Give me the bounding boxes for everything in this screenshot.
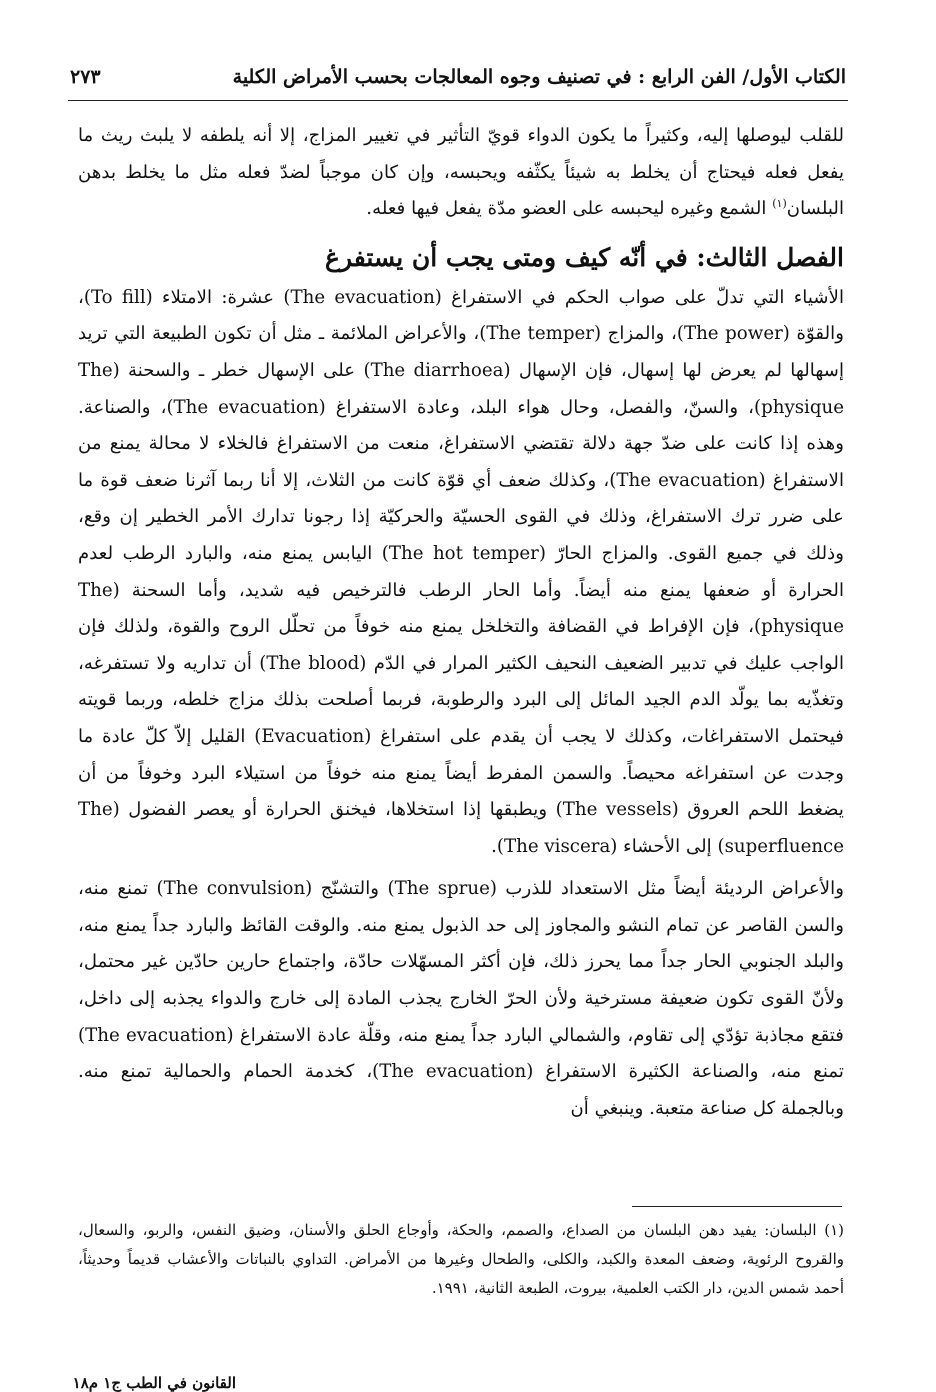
- footnote-divider: [632, 1206, 842, 1207]
- running-header-title: الكتاب الأول/ الفن الرابع : في تصنيف وجوه المعالجات بحسب الأمراض الكلية: [232, 66, 846, 88]
- page-number: ٢٧٣: [70, 66, 101, 88]
- footnote: (١) البلسان: يفيد دهن البلسان من الصداع، والصمم، والحكة، وأوجاع الحلق والأسنان، وضيق النفس، والربو، والسعال، والقروح الرئوية، وضعف المعدة والكبد، والكلى، والطحال وغيرها من الأمراض. التداوي بالنباتات والأعشاب قديماً وحديثاً، أحمد شمس الدين، دار الكتب العلمية، بيروت، الطبعة الثانية، ١٩٩١.: [78, 1221, 844, 1297]
- running-header: [70, 60, 846, 94]
- footnote-reference: (١): [772, 197, 787, 211]
- page-footer: القانون في الطب ج١ م١٨: [72, 1374, 236, 1392]
- section-heading: الفصل الثالث: في أنّه كيف ومتى يجب أن يستفرغ: [325, 242, 844, 272]
- main-text: [78, 118, 844, 1127]
- paragraph-evacuation-indications: الأشياء التي تدلّ على صواب الحكم في الاستفراغ (The evacuation) عشرة: الامتلاء (To fill)، والقوّة (The power)، والمزاج (The temper)، والأعراض الملائمة ـ مثل أن تكون الطبيعة التي تريد إسهالها لم يعرض لها إسهال، فإن الإسهال (The diarrhoea) على الإسهال خطر ـ والسحنة (The physique)، والسنّ، والفصل، وحال هواء البلد، وعادة الاستفراغ (The evacuation)، والصناعة. وهذه إذا كانت على ضدّ جهة دلالة تقتضي الاستفراغ، منعت من الاستفراغ فالخلاء لا محالة يمنع من الاستفراغ (The evacuation)، وكذلك ضعف أي قوّة كانت من الثلاث، إلا أنا ربما آثرنا ضعف قوة ما على ضرر ترك الاستفراغ، وذلك في القوى الحسيّة والحركيّة إذا رجونا تدارك الأمر الخطير إن وقع، وذلك في جميع القوى. والمزاج الحارّ (The hot temper) اليابس يمنع منه، والبارد الرطب لعدم الحرارة أو ضعفها يمنع منه أيضاً. وأما الحار الرطب فالترخيص فيه شديد، وأما السحنة (The physique)، فإن الإفراط في القضافة والتخلخل يمنع منه خوفاً من تحلّل الروح والقوة، ولذلك فإن الواجب عليك في تدبير الضعيف النحيف الكثير المرار في الدّم (The blood) أن تداريه ولا تستفرغه، وتغذّيه بما يولّد الدم الجيد المائل إلى البرد والرطوبة، فربما أصلحت بذلك مزاج خلطه، وربما قويته فيحتمل الاستفراغات، وكذلك لا يجب أن يقدم على استفراغ (Evacuation) القليل إلاّ كلّ عادة ما وجدت عن استفراغه محيصاً. والسمن المفرط أيضاً يمنع منه خوفاً من استيلاء البرد وخوفاً من أن يضغط اللحم العروق (The vessels) ويطبقها إذا استخلاها، فيخنق الحرارة أو يعصر الفضول (The superfluence) إلى الأحشاء (The viscera).: [78, 286, 845, 857]
- paragraph-contraindications: والأعراض الرديئة أيضاً مثل الاستعداد للذرب (The sprue) والتشنّج (The convulsion) تمنع منه، والسن القاصر عن تمام النشو والمجاوز إلى حد الذبول يمنع منه. والوقت القائظ والبارد جداً يمنع منه، والبلد الجنوبي الحار جداً مما يحرز ذلك، فإن أكثر المسهّلات حادّة، واجتماع حارين حادّين غير محتمل، ولأنّ القوى تكون ضعيفة مسترخية ولأن الحرّ الخارج يجذب المادة إلى خارج والدواء يجذبه إلى داخل، فتقع مجاذبة تؤدّي إلى تقاوم، والشمالي البارد جداً يمنع منه، وقلّة عادة الاستفراغ (The evacuation) تمنع منه، والصناعة الكثيرة الاستفراغ (The evacuation)، كخدمة الحمام والحمالية تمنع منه. وبالجملة كل صناعة متعبة. وينبغي أن: [78, 878, 844, 1119]
- intro-text-after-ref: الشمع وغيره ليحبسه على العضو مدّة يفعل فيها فعله.: [366, 198, 773, 220]
- intro-text-before-ref: للقلب ليوصلها إليه، وكثيراً ما يكون الدواء قويّ التأثير في تغيير المزاج، إلا أنه يلطفه لا يلبث ريث ما يفعل فعله فيحتاج أن يخلط به شيئاً يكثّفه ويحبسه، وإن كان موجباً لضدّ فعله مثل ما يخلط بدهن البلسان: [78, 125, 844, 220]
- intro-paragraph: [78, 118, 844, 228]
- header-divider: [68, 100, 848, 101]
